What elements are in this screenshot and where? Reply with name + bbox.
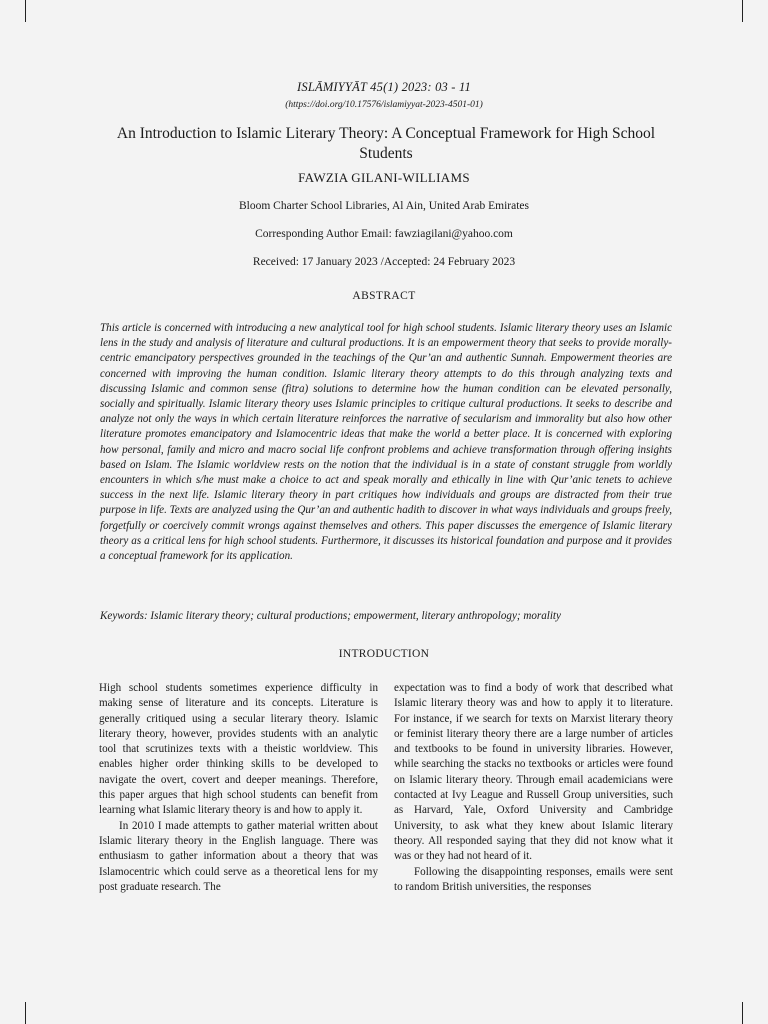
paragraph: In 2010 I made attempts to gather material written about Islamic literary theory in the English language. There was enthusiasm to gather information about a theory that was Islamocentric which could serve as a theoretical lens for my post graduate research. The — [99, 819, 378, 893]
crop-mark-bottom-left — [25, 1002, 26, 1024]
paragraph: expectation was to find a body of work that described what Islamic literary theory was and how to apply it to literature. For instance, if we search for texts on Marxist literary theory or feminist literary theory there are a large number of articles and textbooks to be found in university libraries. However, while searching the stacks no textbooks or articles were found on Islamic literary theory. Through email academicians were contacted at Ivy League and Russell Group universities, such as Harvard, Yale, Oxford University and Cambridge University, to ask what they knew about Islamic literary theory. All responded saying that they did not know what it was or they had not heard of it. — [394, 682, 673, 863]
right-column — [394, 681, 673, 895]
crop-mark-top-right — [742, 0, 743, 22]
received-accepted-dates: Received: 17 January 2023 /Accepted: 24 February 2023 — [252, 256, 516, 268]
author-name: FAWZIA GILANI-WILLIAMS — [298, 170, 470, 185]
keywords: Keywords: Islamic literary theory; cultural productions; empowerment, literary anthropology; morality — [100, 610, 561, 622]
crop-mark-bottom-right — [742, 1002, 743, 1024]
journal-citation: ISLĀMIYYĀT 45(1) 2023: 03 - 11 — [297, 80, 471, 94]
left-column — [99, 681, 378, 895]
introduction-heading: INTRODUCTION — [338, 648, 430, 660]
journal-header — [0, 80, 768, 110]
doi-link[interactable]: (https://doi.org/10.17576/islamiyyat-2023-4501-01) — [285, 100, 483, 110]
corresponding-email: Corresponding Author Email: fawziagilani@yahoo.com — [255, 228, 513, 240]
paragraph: Following the disappointing responses, emails were sent to random British universities, the responses — [394, 865, 673, 893]
article-title: An Introduction to Islamic Literary Theory: A Conceptual Framework for High School Students — [116, 125, 656, 162]
paragraph: High school students sometimes experience difficulty in making sense of literature and its concepts. Literature is generally critiqued using a secular literary theory. Islamic literary theory, however, provides students with an analytic tool that scrutinizes texts with a theistic worldview. This enables higher order thinking skills to be developed to navigate the overt, covert and deeper meanings. Therefore, this paper argues that high school students can benefit from learning what Islamic literary theory is and how to apply it. — [99, 682, 378, 817]
abstract-text: This article is concerned with introducing a new analytical tool for high school students. Islamic literary theory uses an Islamic lens in the study and analysis of literature and cultural productions. It is an empowerment theory that seeks to provide morally-centric emancipatory perspectives grounded in the teachings of the Qur’an and authentic Sunnah. Empowerment theories are concerned with improving the human condition. Islamic literary theory attempts to do this through analyzing texts and discussing Islamic and common sense (fitra) solutions to determine how the human condition can be elevated personally, socially and spiritually. Islamic literary theory uses Islamic principles to critique cultural productions. It seeks to describe and analyze not only the ways in which certain literature reinforces the narrative of secularism and immorality but also how other literature promotes emancipatory and Islamocentric ideas that make the world a better place. It is concerned with exploring how personal, family and micro and macro social life confront problems and achieve transformation through offering insights based on Islam. The Islamic worldview rests on the notion that the individual is in a state of constant struggle from worldly encounters in which s/he must make a choice to act and speak morally and ethically in line with Qur’anic tenets to achieve success in the next life. Islamic literary theory in part critiques how individuals and groups are distracted from their true purpose in life. Texts are analyzed using the Qur’an and authentic hadith to discover in what ways individuals and groups freely, forgetfully or coercively commit wrongs against themselves and others. This paper discusses the emergence of Islamic literary theory as a critical lens for high school students. Furthermore, it discusses its historical foundation and purpose and it provides a conceptual framework for its application. — [100, 322, 672, 563]
abstract-heading: ABSTRACT — [352, 290, 416, 302]
author-affiliation: Bloom Charter School Libraries, Al Ain, United Arab Emirates — [238, 200, 529, 212]
crop-mark-top-left — [25, 0, 26, 22]
